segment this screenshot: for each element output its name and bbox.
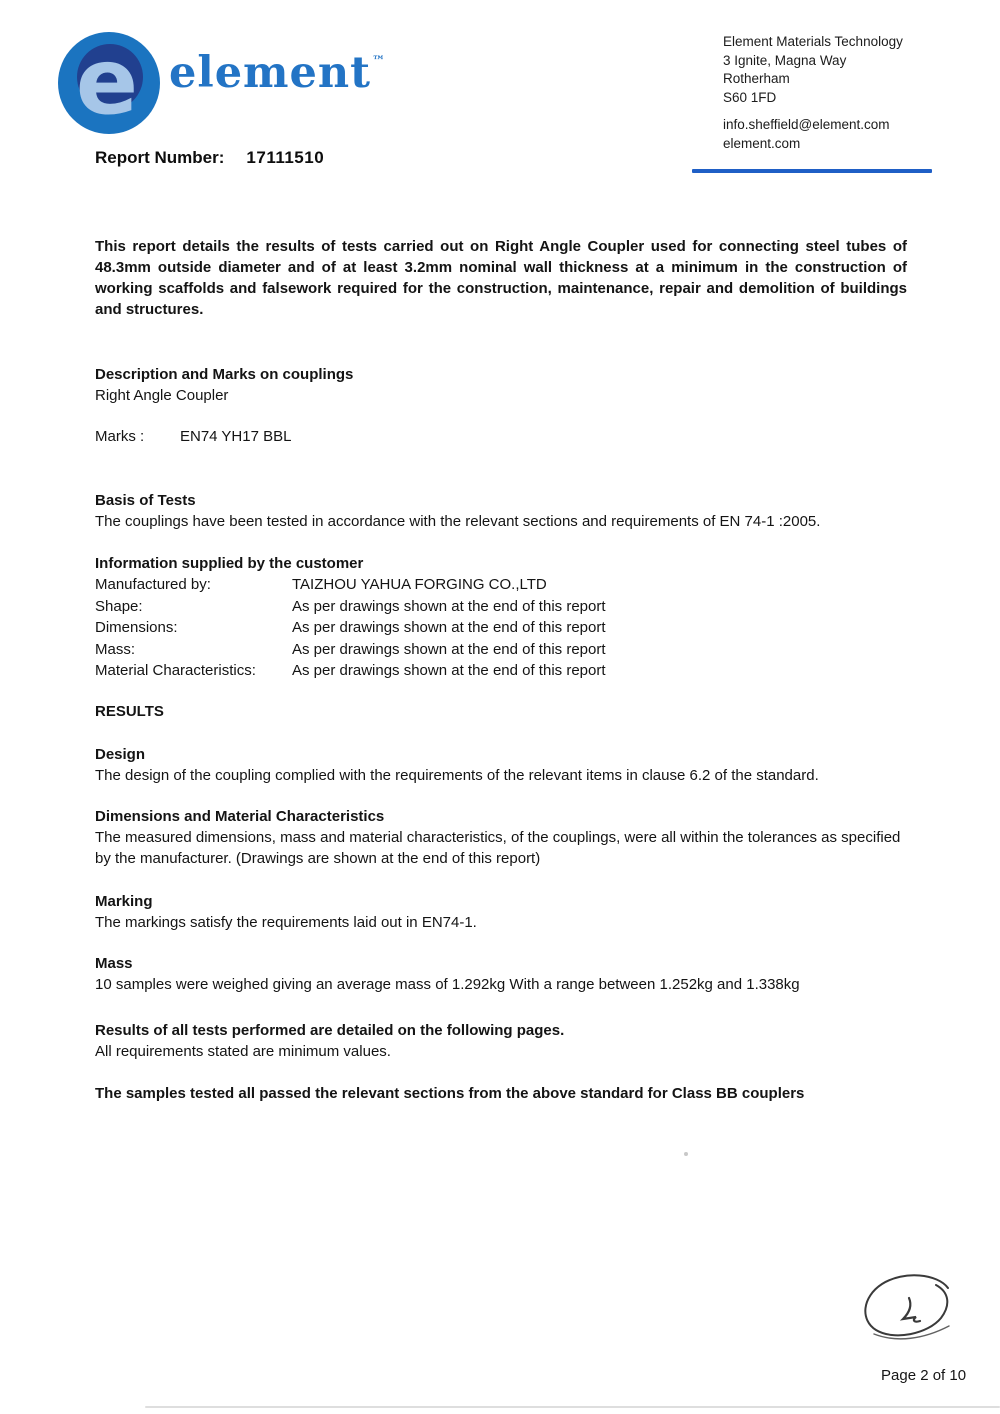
customer-info-table	[95, 574, 907, 682]
report-number-row	[95, 148, 324, 168]
table-row	[95, 660, 907, 682]
logo-letter: e	[75, 31, 139, 135]
closing-note: All requirements stated are minimum values.	[95, 1042, 391, 1060]
signature-scribble	[852, 1266, 972, 1358]
info-label: Dimensions:	[95, 619, 178, 636]
table-row	[95, 617, 907, 639]
design-body: The design of the coupling complied with the requirements of the relevant items in clause 6.2 of the standard.	[95, 766, 819, 784]
marking-body: The markings satisfy the requirements laid out in EN74-1.	[95, 913, 477, 931]
element-logo-icon	[57, 31, 161, 135]
marks-label: Marks :	[95, 428, 145, 445]
marks-row	[95, 426, 907, 447]
info-label: Manufactured by:	[95, 576, 211, 593]
dimensions-heading: Dimensions and Material Characteristics	[95, 807, 385, 825]
report-number-value: 17111510	[246, 148, 325, 167]
info-value: As per drawings shown at the end of this report	[292, 619, 606, 636]
info-value: As per drawings shown at the end of this report	[292, 640, 606, 658]
company-address	[723, 33, 903, 107]
mass-body: 10 samples were weighed giving an average mass of 1.292kg With a range between 1.252kg and 1.338kg	[95, 975, 800, 993]
trademark-symbol: ™	[372, 54, 386, 69]
contact-email: info.sheffield@element.com	[723, 117, 890, 132]
customer-info-heading: Information supplied by the customer	[95, 555, 364, 572]
scan-artifact-edge-line	[145, 1406, 1000, 1408]
info-value: As per drawings shown at the end of this report	[292, 597, 606, 615]
mass-heading: Mass	[95, 954, 133, 972]
intro-paragraph: This report details the results of tests carried out on Right Angle Coupler used for connecting steel tubes of 48.3mm outside diameter and of at least 3.2mm nominal wall thickness at a minimum in the construction of working scaffolds and falsework required for the construction, maintenance, repair and demolition of buildings and structures.	[95, 238, 907, 318]
dimensions-body: The measured dimensions, mass and material characteristics, of the couplings, were all within the tolerances as specified by the manufacturer. (Drawings are shown at the end of this report)	[95, 828, 901, 867]
info-label: Shape:	[95, 597, 143, 615]
address-line: Rotherham	[723, 71, 790, 86]
wordmark-text: element	[169, 48, 372, 98]
results-heading: RESULTS	[95, 702, 164, 720]
basis-body: The couplings have been tested in accordance with the relevant sections and requirements of EN 74-1 :2005.	[95, 513, 821, 530]
header-divider	[692, 169, 932, 173]
page-number: Page 2 of 10	[881, 1367, 967, 1384]
info-value: As per drawings shown at the end of this report	[292, 662, 606, 679]
address-line: S60 1FD	[723, 89, 777, 105]
brand-wordmark	[169, 48, 386, 98]
report-body	[95, 230, 907, 1104]
info-value: TAIZHOU YAHUA FORGING CO.,LTD	[292, 576, 547, 593]
info-label: Mass:	[95, 640, 136, 658]
description-heading: Description and Marks on couplings	[95, 366, 354, 383]
description-body: Right Angle Coupler	[95, 387, 229, 404]
table-row	[95, 574, 907, 596]
scan-artifact-speck	[684, 1152, 688, 1156]
marking-heading: Marking	[95, 892, 153, 910]
address-line: 3 Ignite, Magna Way	[723, 52, 847, 68]
marks-value: EN74 YH17 BBL	[180, 428, 292, 445]
table-row	[95, 639, 907, 661]
address-line: Element Materials Technology	[723, 34, 903, 49]
basis-heading: Basis of Tests	[95, 492, 196, 509]
design-heading: Design	[95, 745, 146, 763]
report-number-label: Report Number:	[95, 148, 225, 167]
company-contact	[723, 116, 890, 153]
table-row	[95, 596, 907, 618]
closing-statement-bold: Results of all tests performed are detailed on the following pages.	[95, 1021, 565, 1039]
contact-website: element.com	[723, 135, 801, 151]
info-label: Material Characteristics:	[95, 662, 256, 679]
final-statement: The samples tested all passed the relevant sections from the above standard for Class BB couplers	[95, 1084, 805, 1102]
